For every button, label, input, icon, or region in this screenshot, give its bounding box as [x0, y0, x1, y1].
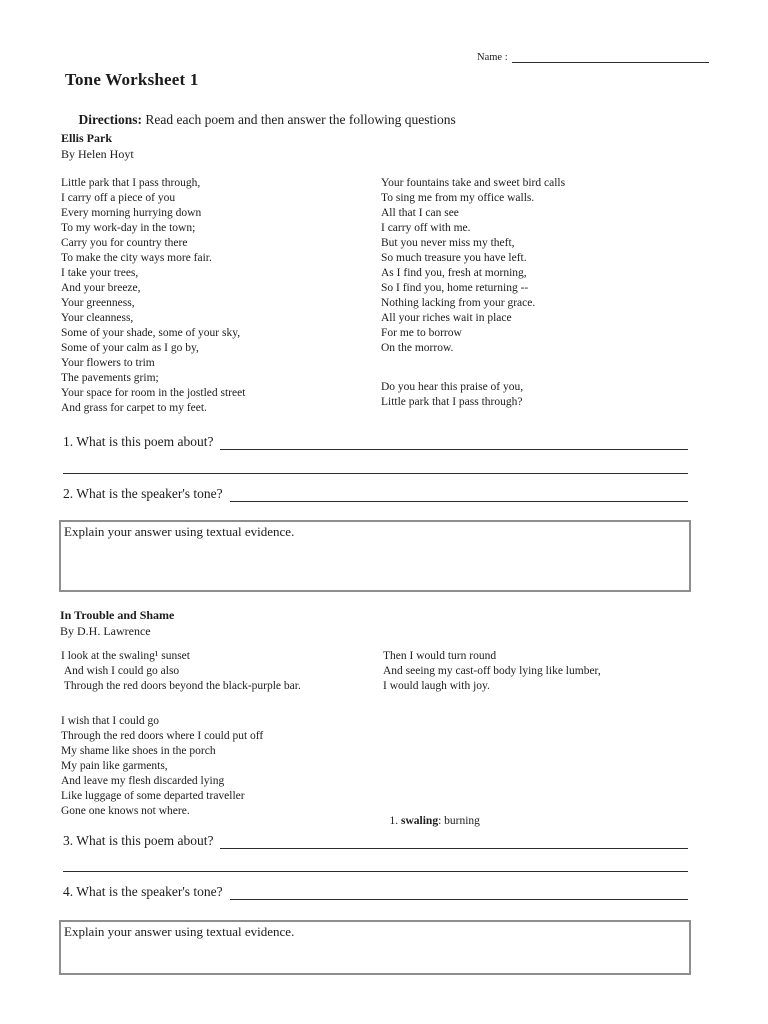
page-title: Tone Worksheet 1	[65, 70, 199, 89]
question-3	[63, 831, 688, 849]
question-1-label: 1. What is this poem about?	[63, 434, 214, 449]
poem2-left-stanza2	[61, 714, 381, 819]
directions-text: Read each poem and then answer the following questions	[142, 112, 456, 127]
poem-line: And grass for carpet to my feet.	[61, 402, 207, 414]
poem1-header	[61, 130, 134, 162]
poem-line: All that I can see	[381, 207, 459, 219]
poem-line: Nothing lacking from your grace.	[381, 297, 536, 309]
poem-line: On the morrow.	[381, 342, 454, 354]
poem2-header	[60, 607, 174, 639]
explain-box-1-label: Explain your answer using textual evidence.	[64, 524, 295, 539]
poem-line: Your fountains take and sweet bird calls	[381, 177, 566, 189]
question-4-label: 4. What is the speaker's tone?	[63, 884, 223, 899]
question-1-answer-line-2	[63, 473, 688, 474]
poem1-right-stanza1	[381, 176, 696, 356]
poem-line: Every morning hurrying down	[61, 207, 202, 219]
poem2-author: By D.H. Lawrence	[60, 624, 151, 638]
poem-line: Through the red doors beyond the black-purple bar.	[61, 680, 301, 692]
poem-line: Some of your calm as I go by,	[61, 342, 199, 354]
poem-line: Your flowers to trim	[61, 357, 155, 369]
poem2-left-stanza1	[61, 649, 381, 694]
poem-line: To sing me from my office walls.	[381, 192, 535, 204]
poem-line: But you never miss my theft,	[381, 237, 515, 249]
question-3-answer-line-2	[63, 871, 688, 872]
question-1	[63, 432, 688, 450]
poem-line: As I find you, fresh at morning,	[381, 267, 527, 279]
poem-line: Little park that I pass through,	[61, 177, 201, 189]
explain-box-2-label: Explain your answer using textual evidence.	[64, 924, 295, 939]
poem-line: I would laugh with joy.	[383, 680, 490, 692]
poem-line: My shame like shoes in the porch	[61, 745, 216, 757]
poem-line: The pavements grim;	[61, 372, 159, 384]
question-4-answer-line	[230, 884, 688, 900]
poem-line: Do you hear this praise of you,	[381, 381, 524, 393]
poem-line: Your cleanness,	[61, 312, 134, 324]
poem2-title: In Trouble and Shame	[60, 608, 175, 622]
poem-line: And wish I could go also	[61, 665, 180, 677]
question-2-label: 2. What is the speaker's tone?	[63, 486, 223, 501]
question-3-answer-line	[220, 833, 688, 849]
poem-line: All your riches wait in place	[381, 312, 512, 324]
poem-line: Through the red doors where I could put off	[61, 730, 264, 742]
name-label: Name :	[477, 52, 508, 63]
poem-line: And your breeze,	[61, 282, 141, 294]
poem2-right-column	[383, 649, 683, 694]
poem1-title: Ellis Park	[61, 131, 113, 145]
poem-line: So much treasure you have left.	[381, 252, 527, 264]
poem-line: I carry off with me.	[381, 222, 471, 234]
poem-line: And seeing my cast-off body lying like lumber,	[383, 665, 601, 677]
name-row	[477, 50, 709, 63]
explain-box-1	[59, 520, 691, 592]
poem2-left-column	[61, 649, 381, 819]
poem1-right-stanza2	[381, 380, 696, 410]
poem-line: And leave my flesh discarded lying	[61, 775, 225, 787]
footnote-term: swaling	[401, 815, 439, 827]
question-2	[63, 484, 688, 502]
poem-line: Carry you for country there	[61, 237, 188, 249]
poem-line: Some of your shade, some of your sky,	[61, 327, 241, 339]
poem-line: Your greenness,	[61, 297, 135, 309]
poem-line: My pain like garments,	[61, 760, 168, 772]
poem-line: I look at the swaling¹ sunset	[61, 650, 190, 662]
poem1-right-column	[381, 176, 696, 410]
question-4	[63, 882, 688, 900]
poem1-left-column	[61, 176, 376, 416]
poem-line: I take your trees,	[61, 267, 139, 279]
question-3-label: 3. What is this poem about?	[63, 833, 214, 848]
poem-line: Then I would turn round	[383, 650, 497, 662]
poem-line: I carry off a piece of you	[61, 192, 176, 204]
poem-line: Little park that I pass through?	[381, 396, 523, 408]
poem-line: So I find you, home returning --	[381, 282, 529, 294]
poem-line: To make the city ways more fair.	[61, 252, 212, 264]
poem-line: Gone one knows not where.	[61, 805, 190, 817]
directions-label: Directions:	[78, 112, 142, 127]
question-2-answer-line	[230, 486, 688, 502]
poem1-author: By Helen Hoyt	[61, 147, 134, 161]
name-blank-line	[512, 50, 709, 63]
poem-line: For me to borrow	[381, 327, 462, 339]
explain-box-2	[59, 920, 691, 975]
poem-line: I wish that I could go	[61, 715, 160, 727]
poem-line: To my work-day in the town;	[61, 222, 196, 234]
poem-line: Like luggage of some departed traveller	[61, 790, 245, 802]
question-1-answer-line	[220, 434, 688, 450]
footnote-definition: : burning	[438, 815, 480, 827]
footnote-number: 1.	[389, 815, 401, 827]
poem-line: Your space for room in the jostled street	[61, 387, 246, 399]
